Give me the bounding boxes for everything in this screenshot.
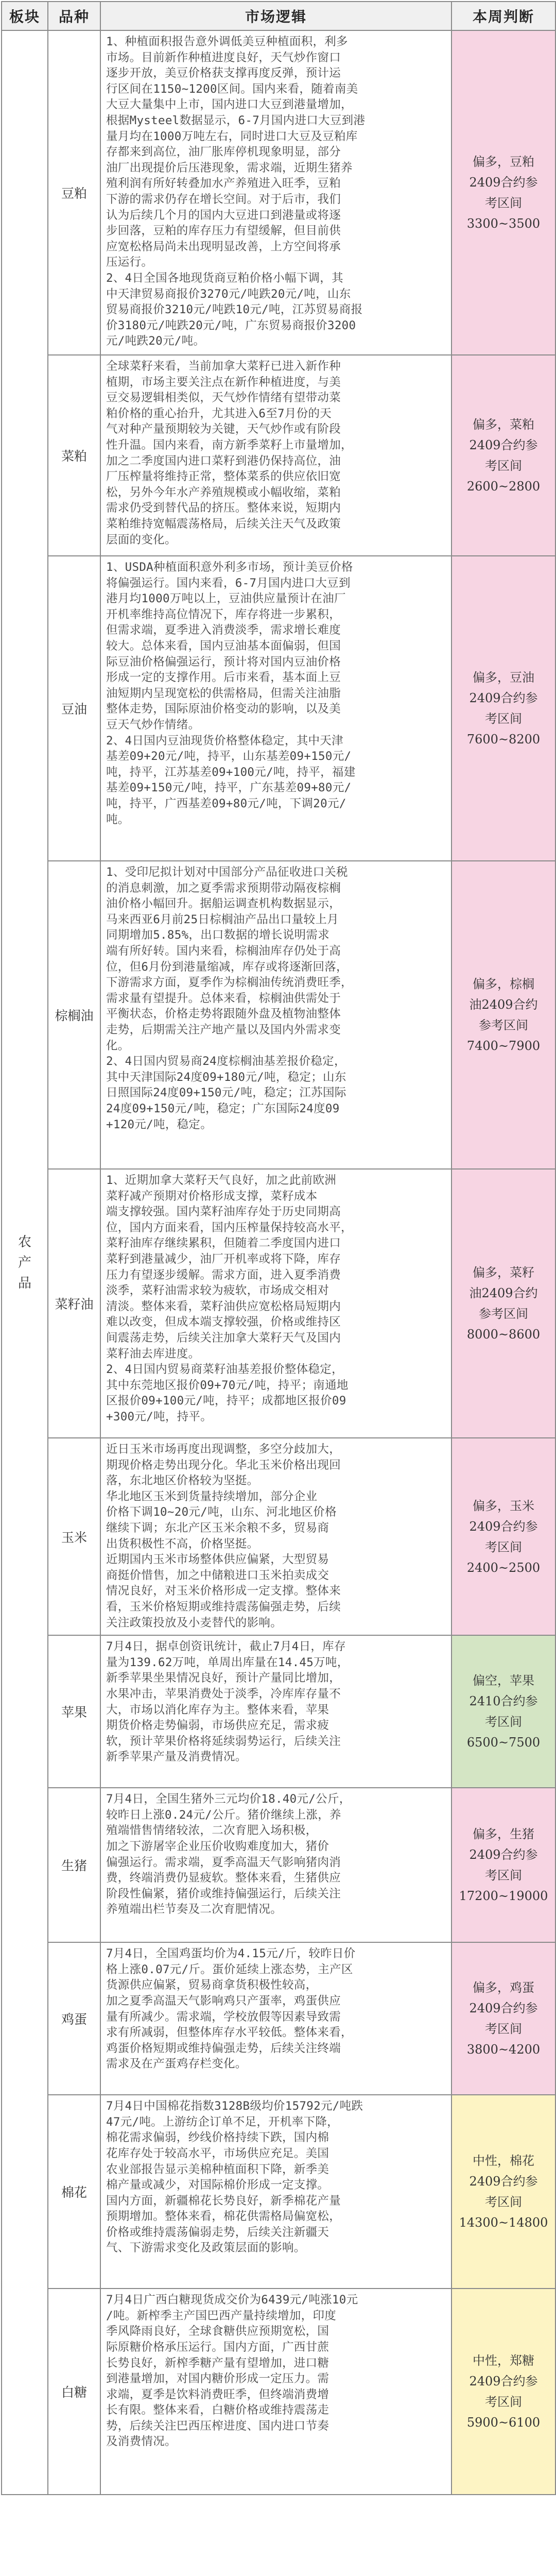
variety-cell: 菜籽油	[48, 1169, 100, 1438]
table-row	[2, 1169, 555, 1438]
logic-cell: 1、种植面积报告意外调低美豆种植面积，利多 市场。目前新作种植进度良好，天气炒作窗口 逐步开放，美豆价格获支撑再度反弹，预计运 行区间在1150~1200区间。国内来看，随着南美 大豆大量集中上市，国内进口大豆到港量增加， 根据Mysteel数据显示，6-7月国内进口大豆到港 量月均在1000万吨左右，同时进口大豆及豆粕库 存都来到高位，油厂胀库停机现象明显，部分 油厂出现提价后压港现象，需求端，近期生猪养 殖利润有所好转叠加水产养殖进入旺季，豆粕 下游的需求仍存在增长空间。对于后市，我们 认为后续几个月的国内大豆进口到港量或将逐 步回落，豆粕的库存压力有望缓解，但目前供 应宽松格局尚未出现明显改善，上方空间将承 压运行。 2、4日全国各地现货商豆粕价格小幅下调，其 中天津贸易商报价3270元/吨跌20元/吨，山东 贸易商报价3210元/吨跌10元/吨，江苏贸易商报 价3180元/吨跌20元/吨，广东贸易商报价3200 元/吨跌20元/吨。	[100, 30, 451, 355]
judgment-cell: 偏多，豆油 2409合约参 考区间 7600~8200	[451, 556, 555, 861]
variety-cell: 生猪	[48, 1788, 100, 1942]
judgment-cell: 中性，棉花 2409合约参 考区间 14300~14800	[451, 2095, 555, 2289]
judgment-cell: 偏多，鸡蛋 2409合约参 考区间 3800~4200	[451, 1942, 555, 2095]
market-table	[1, 1, 556, 2495]
header-variety: 品种	[48, 2, 100, 30]
table-row	[2, 1788, 555, 1942]
logic-cell: 1、近期加拿大菜籽天气良好，加之此前欧洲 菜籽减产预期对价格形成支撑，菜籽成本 端支撑较强。国内菜籽油库存处于历史同期高 位，国内方面来看，国内压榨量保持较高水平， 菜籽油库存继续累积，但随着二季度国内进口 菜籽到港量减少，油厂开机率或将下降，库存 压力有望逐步缓解。需求方面，进入夏季消费 淡季，菜籽油需求较为疲软，市场成交相对 清淡。整体来看，菜籽油供应宽松格局短期内 难以改变，但成本端支撑较强，价格或维持区 间震荡走势，后续关注加拿大菜籽天气及国内 菜籽油去库进度。 2、4日国内贸易商菜籽油基差报价整体稳定， 其中东莞地区报价09+70元/吨，持平；南通地 区报价09+100元/吨，持平；成都地区报价09 +300元/吨，持平。	[100, 1169, 451, 1438]
logic-cell: 7月4日，据卓创资讯统计，截止7月4日，库存 量为139.62万吨，单周出库量在14.45万吨， 新季苹果坐果情况良好，预计产量同比增加， 水果冲击，苹果消费处于淡季，冷库库存量不 大，市场以消化库存为主。整体来看，苹果 期货价格走势偏弱，市场供应充足，需求疲 软，预计苹果价格将延续弱势运行，后续关注 新季苹果产量及消费情况。	[100, 1635, 451, 1788]
header-row	[2, 2, 555, 30]
judgment-cell: 偏多，生猪 2409合约参 考区间 17200~19000	[451, 1788, 555, 1942]
header-judge: 本周判断	[451, 2, 555, 30]
table-row	[2, 861, 555, 1169]
variety-cell: 玉米	[48, 1438, 100, 1635]
header-logic: 市场逻辑	[100, 2, 451, 30]
logic-cell: 全球菜籽来看，当前加拿大菜籽已进入新作种 植期，市场主要关注点在新作种植进度，与美 豆交易逻辑相类似，天气炒作情绪有望带动菜 粕价格的重心抬升，尤其进入6至7月份的天 气对种产量预期较为关键，天气炒作或有阶段 性升温。国内来看，南方新季菜籽上市量增加， 加之二季度国内进口菜籽到港仍保持高位，油 厂压榨量将维持正常，整体菜系的供应依旧宽 松，另外今年水产养殖规模或小幅收缩，菜粕 需求仍受到替代品的挤压。整体来说，短期内 菜粕维持宽幅震荡格局，后续关注天气及政策 层面的变化。	[100, 355, 451, 556]
sector-cell	[2, 30, 48, 2495]
variety-cell: 白糖	[48, 2289, 100, 2495]
logic-cell: 7月4日广西白糖现货成交价为6439元/吨涨10元 /吨。新榨季主产国巴西产量持续增加，印度 季风降雨良好，全球食糖供应预期宽松，国 际原糖价格承压运行。国内方面，广西甘蔗 长势良好，新榨季糖产量有望增加，进口糖 到港量增加，对国内糖价形成一定压力。需 求端，夏季是饮料消费旺季，但终端消费增 长有限。整体来看，白糖价格或维持震荡走 势，后续关注巴西压榨进度、国内进口节奏 及消费情况。	[100, 2289, 451, 2495]
judgment-cell: 偏多，菜籽 油2409合约 参考区间 8000~8600	[451, 1169, 555, 1438]
variety-cell: 菜粕	[48, 355, 100, 556]
table-row	[2, 2289, 555, 2495]
variety-cell: 豆粕	[48, 30, 100, 355]
variety-cell: 鸡蛋	[48, 1942, 100, 2095]
table-row	[2, 1438, 555, 1635]
judgment-cell: 中性，郑糖 2409合约参 考区间 5900~6100	[451, 2289, 555, 2495]
judgment-cell: 偏多，棕榈 油2409合约 参考区间 7400~7900	[451, 861, 555, 1169]
table-row	[2, 30, 555, 355]
logic-cell: 1、受印尼拟计划对中国部分产品征收进口关税 的消息刺激，加之夏季需求预期带动隔夜棕榈 油价格小幅回升。据船运调查机构数据显示， 马来西亚6月前25日棕榈油产品出口量较上月 同期增加5.85%，出口数据的增长说明需求 端有所好转。国内来看，棕榈油库存仍处于高 位，但6月份到港量缩减，库存或将逐渐回落， 下游需求方面，夏季作为棕榈油传统消费旺季， 需求量有望提升。总体来看，棕榈油供需处于 平衡状态，价格走势将跟随外盘及植物油整体 走势，后期需关注产地产量以及国内外需求变 化。 2、4日国内贸易商24度棕榈油基差报价稳定， 其中天津国际24度09+180元/吨，稳定；山东 日照国际24度09+150元/吨，稳定；江苏国际 24度09+150元/吨，稳定；广东国际24度09 +120元/吨，稳定。	[100, 861, 451, 1169]
sector-label: 农 产 品	[18, 1234, 31, 1291]
variety-cell: 苹果	[48, 1635, 100, 1788]
table-row	[2, 2095, 555, 2289]
judgment-cell: 偏多，菜粕 2409合约参 考区间 2600~2800	[451, 355, 555, 556]
variety-cell: 棕榈油	[48, 861, 100, 1169]
table-row	[2, 355, 555, 556]
logic-cell: 7月4日，全国生猪外三元均价18.40元/公斤， 较昨日上涨0.24元/公斤。猪价继续上涨，养 殖端惜售情绪较浓，二次育肥入场积极， 加之下游屠宰企业压价收购难度加大，猪价 偏强运行。需求端，夏季高温天气影响猪肉消 费，终端消费仍显疲软。整体来看，生猪供应 阶段性偏紧，猪价或维持偏强运行，后续关注 养殖端出栏节奏及二次育肥情况。	[100, 1788, 451, 1942]
table-row	[2, 1635, 555, 1788]
judgment-cell: 偏多，豆粕 2409合约参 考区间 3300~3500	[451, 30, 555, 355]
logic-cell: 近日玉米市场再度出现调整，多空分歧加大， 期现价格走势出现分化。华北玉米价格出现回 落，东北地区价格较为坚挺。 华北地区玉米到货量持续增加，部分企业 价格下调10~20元/吨，山东、河北地区价格 继续下调；东北产区玉米余粮不多，贸易商 出货积极性不高，价格坚挺。 近期国内玉米市场整体供应偏紧，大型贸易 商挺价惜售，加之中储粮进口玉米拍卖成交 情况良好，对玉米价格形成一定支撑。整体来 看，玉米价格短期或维持震荡偏强走势，后续 关注政策投放及小麦替代的影响。	[100, 1438, 451, 1635]
logic-cell: 1、USDA种植面积意外利多市场，预计美豆价格 将偏强运行。国内来看，6-7月国内进口大豆到 港月均1000万吨以上，豆油供应量预计在油厂 开机率维持高位情况下，库存将进一步累积， 但需求端，夏季进入消费淡季，需求增长难度 较大。总体来看，国内豆油基本面偏弱，但国 际豆油价格偏强运行，预计将对国内豆油价格 形成一定的支撑作用。后市来看，基本面上豆 油短期内呈现宽松的供需格局，但需关注油脂 整体走势，国际原油价格变动的影响，以及美 豆天气炒作情绪。 2、4日国内豆油现货价格整体稳定，其中天津 基差09+20元/吨，持平，山东基差09+150元/ 吨，持平，江苏基差09+100元/吨，持平，福建 基差09+150元/吨，持平，广东基差09+80元/ 吨，持平，广西基差09+80元/吨，下调20元/ 吨。	[100, 556, 451, 861]
table-row	[2, 556, 555, 861]
variety-cell: 棉花	[48, 2095, 100, 2289]
header-sector: 板块	[2, 2, 48, 30]
judgment-cell: 偏空，苹果 2410合约参 考区间 6500~7500	[451, 1635, 555, 1788]
table-row	[2, 1942, 555, 2095]
variety-cell: 豆油	[48, 556, 100, 861]
judgment-cell: 偏多，玉米 2409合约参 考区间 2400~2500	[451, 1438, 555, 1635]
logic-cell: 7月4日，全国鸡蛋均价为4.15元/斤，较昨日价 格上涨0.07元/斤。蛋价延续上涨态势，主产区 货源供应偏紧，贸易商拿货积极性较高， 加之夏季高温天气影响鸡只产蛋率，鸡蛋供应 量有所减少。需求端，学校放假等因素导致需 求有所减弱，但整体库存水平较低。整体来看， 鸡蛋价格短期或维持偏强走势，后续关注终端 需求及在产蛋鸡存栏变化。	[100, 1942, 451, 2095]
logic-cell: 7月4日中国棉花指数3128B级均价15792元/吨跌 47元/吨。上游纺企订单不足，开机率下降， 棉花需求偏弱，纱线价格持续下跌，国内棉 花库存处于较高水平，市场供应充足。美国 农业部报告显示美棉种植面积下降，新季美 棉产量或减少，对国际棉价形成一定支撑。 国内方面，新疆棉花长势良好，新季棉花产量 预期增加。整体来看，棉花供需格局偏宽松， 价格或维持震荡偏弱走势，后续关注新疆天 气、下游需求变化及政策层面的影响。	[100, 2095, 451, 2289]
